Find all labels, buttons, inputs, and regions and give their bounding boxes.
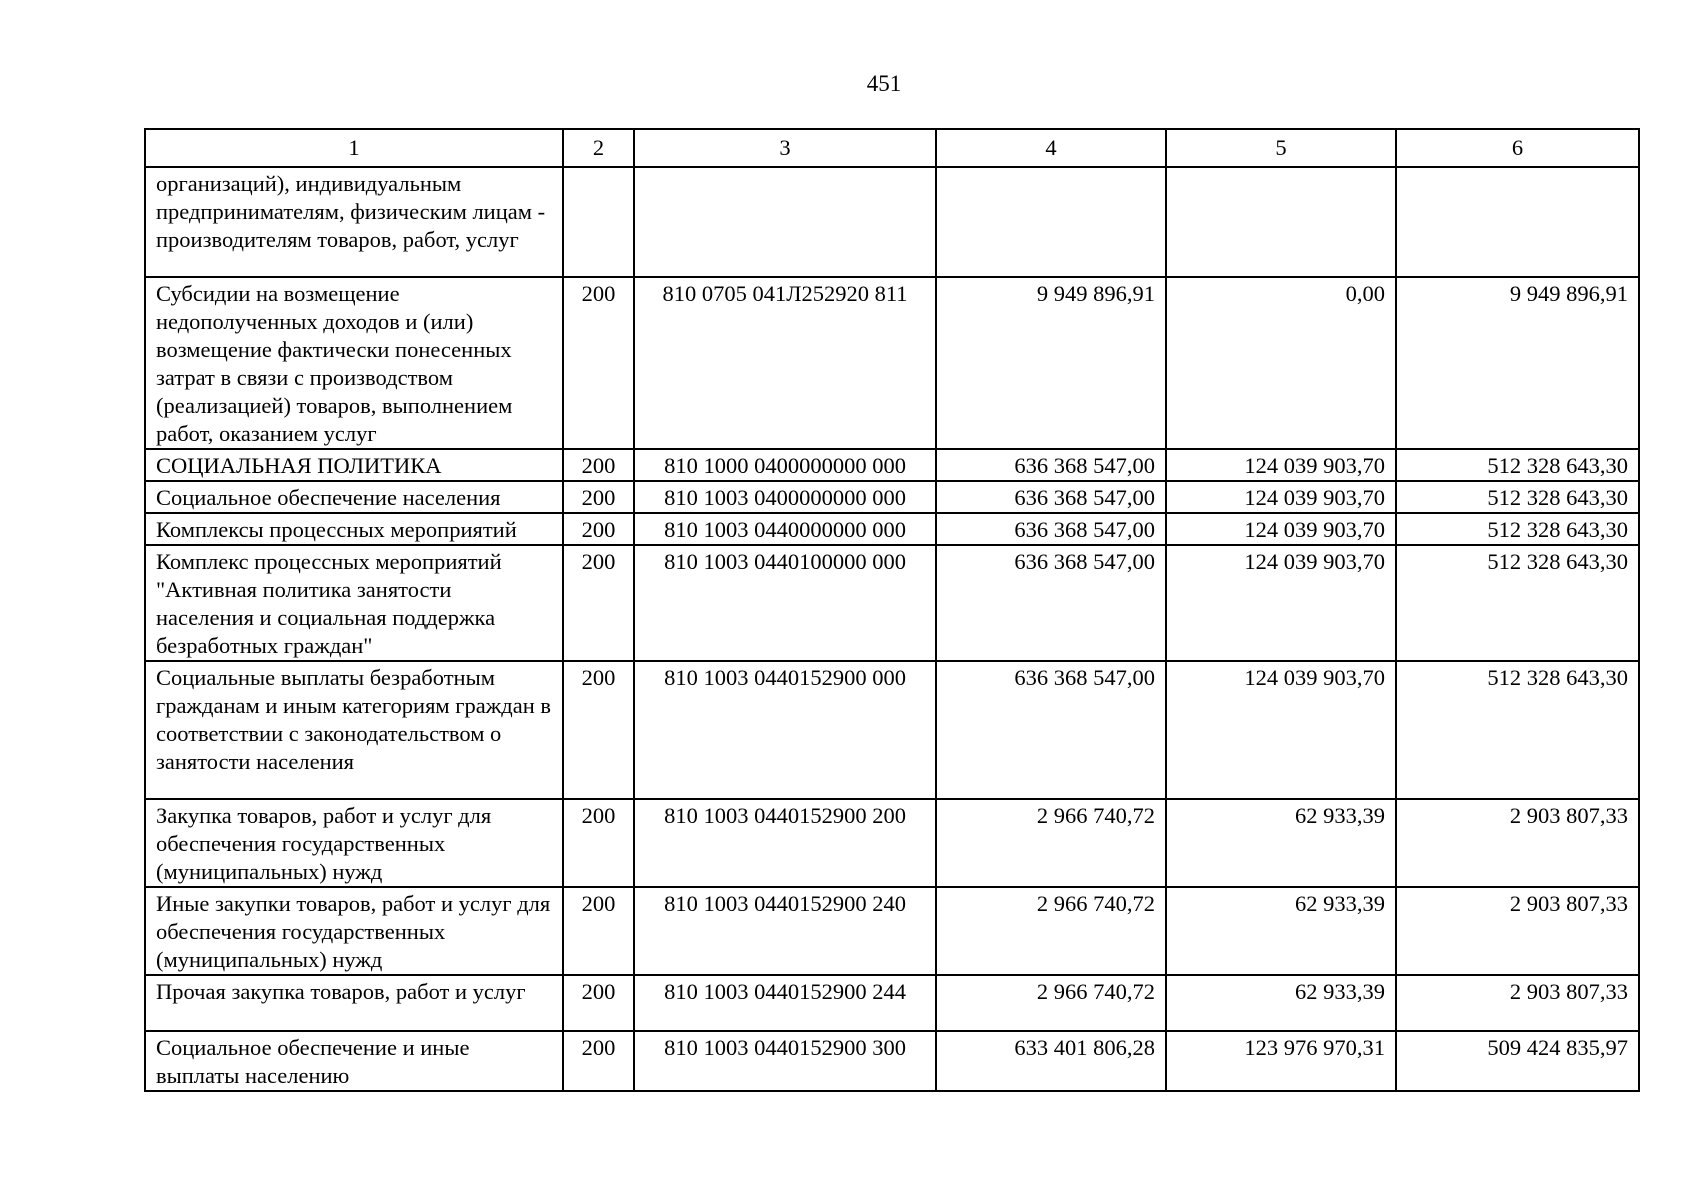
column-number-6: 6 [1396,129,1639,167]
page-number: 451 [866,71,902,96]
row-classification-cell: 810 1003 0400000000 000 [634,481,936,513]
row-approved-cell: 636 368 547,00 [936,513,1166,545]
row-name-cell: Субсидии на возмещение недополученных доходов и (или) возмещение фактически понесенных затрат в связи с производством (реализацией) товаров, выполнением работ, оказанием услуг [145,277,563,449]
row-executed-cell: 124 039 903,70 [1166,449,1396,481]
row-unexecuted-cell: 2 903 807,33 [1396,975,1639,1031]
row-executed-cell: 62 933,39 [1166,975,1396,1031]
row-code-cell: 200 [563,887,634,975]
budget-table [144,128,1640,1092]
row-name-cell: Социальное обеспечение населения [145,481,563,513]
row-approved-cell: 636 368 547,00 [936,661,1166,799]
row-executed-cell: 124 039 903,70 [1166,513,1396,545]
row-name-cell: Социальное обеспечение и иные выплаты населению [145,1031,563,1091]
row-unexecuted-cell: 2 903 807,33 [1396,887,1639,975]
row-unexecuted-cell [1396,167,1639,277]
row-executed-cell: 124 039 903,70 [1166,481,1396,513]
row-executed-cell: 124 039 903,70 [1166,661,1396,799]
row-name-cell: Прочая закупка товаров, работ и услуг [145,975,563,1031]
row-name-cell: СОЦИАЛЬНАЯ ПОЛИТИКА [145,449,563,481]
table-row [145,277,1639,449]
row-unexecuted-cell: 512 328 643,30 [1396,545,1639,661]
row-classification-cell: 810 1003 0440000000 000 [634,513,936,545]
row-classification-cell: 810 1003 0440152900 244 [634,975,936,1031]
table-row [145,661,1639,799]
row-classification-cell [634,167,936,277]
row-unexecuted-cell: 512 328 643,30 [1396,449,1639,481]
row-executed-cell: 62 933,39 [1166,799,1396,887]
table-row [145,799,1639,887]
row-approved-cell: 636 368 547,00 [936,481,1166,513]
table-row [145,887,1639,975]
row-approved-cell: 9 949 896,91 [936,277,1166,449]
row-executed-cell [1166,167,1396,277]
row-approved-cell: 2 966 740,72 [936,799,1166,887]
row-classification-cell: 810 1003 0440152900 000 [634,661,936,799]
row-executed-cell: 124 039 903,70 [1166,545,1396,661]
row-code-cell: 200 [563,1031,634,1091]
row-unexecuted-cell: 9 949 896,91 [1396,277,1639,449]
row-approved-cell: 2 966 740,72 [936,975,1166,1031]
table-row [145,975,1639,1031]
row-code-cell [563,167,634,277]
row-name-cell: Социальные выплаты безработным гражданам и иным категориям граждан в соответствии с законодательством о занятости населения [145,661,563,799]
row-name-cell: Иные закупки товаров, работ и услуг для обеспечения государственных (муниципальных) нужд [145,887,563,975]
row-approved-cell: 636 368 547,00 [936,545,1166,661]
row-code-cell: 200 [563,545,634,661]
table-row [145,449,1639,481]
row-classification-cell: 810 0705 041Л252920 811 [634,277,936,449]
column-number-5: 5 [1166,129,1396,167]
row-approved-cell: 2 966 740,72 [936,887,1166,975]
row-classification-cell: 810 1000 0400000000 000 [634,449,936,481]
row-unexecuted-cell: 509 424 835,97 [1396,1031,1639,1091]
row-code-cell: 200 [563,513,634,545]
row-classification-cell: 810 1003 0440152900 300 [634,1031,936,1091]
table-row [145,167,1639,277]
table-row [145,513,1639,545]
row-code-cell: 200 [563,277,634,449]
row-name-cell: организаций), индивидуальным предпринимателям, физическим лицам - производителям товаров, работ, услуг [145,167,563,277]
table-header [145,129,1639,167]
row-code-cell: 200 [563,975,634,1031]
row-name-cell: Комплексы процессных мероприятий [145,513,563,545]
row-unexecuted-cell: 512 328 643,30 [1396,513,1639,545]
row-unexecuted-cell: 512 328 643,30 [1396,481,1639,513]
row-code-cell: 200 [563,449,634,481]
column-number-3: 3 [634,129,936,167]
row-code-cell: 200 [563,799,634,887]
row-name-cell: Комплекс процессных мероприятий "Активная политика занятости населения и социальная поддержка безработных граждан" [145,545,563,661]
table-row [145,545,1639,661]
row-name-cell: Закупка товаров, работ и услуг для обеспечения государственных (муниципальных) нужд [145,799,563,887]
row-classification-cell: 810 1003 0440152900 200 [634,799,936,887]
row-unexecuted-cell: 2 903 807,33 [1396,799,1639,887]
row-approved-cell: 636 368 547,00 [936,449,1166,481]
row-unexecuted-cell: 512 328 643,30 [1396,661,1639,799]
header-row [145,129,1639,167]
row-classification-cell: 810 1003 0440100000 000 [634,545,936,661]
column-number-1: 1 [145,129,563,167]
column-number-4: 4 [936,129,1166,167]
row-executed-cell: 0,00 [1166,277,1396,449]
table-body [145,167,1639,1091]
table-row [145,1031,1639,1091]
row-code-cell: 200 [563,481,634,513]
row-executed-cell: 123 976 970,31 [1166,1031,1396,1091]
row-code-cell: 200 [563,661,634,799]
row-approved-cell: 633 401 806,28 [936,1031,1166,1091]
row-executed-cell: 62 933,39 [1166,887,1396,975]
table-row [145,481,1639,513]
column-number-2: 2 [563,129,634,167]
row-classification-cell: 810 1003 0440152900 240 [634,887,936,975]
row-approved-cell [936,167,1166,277]
